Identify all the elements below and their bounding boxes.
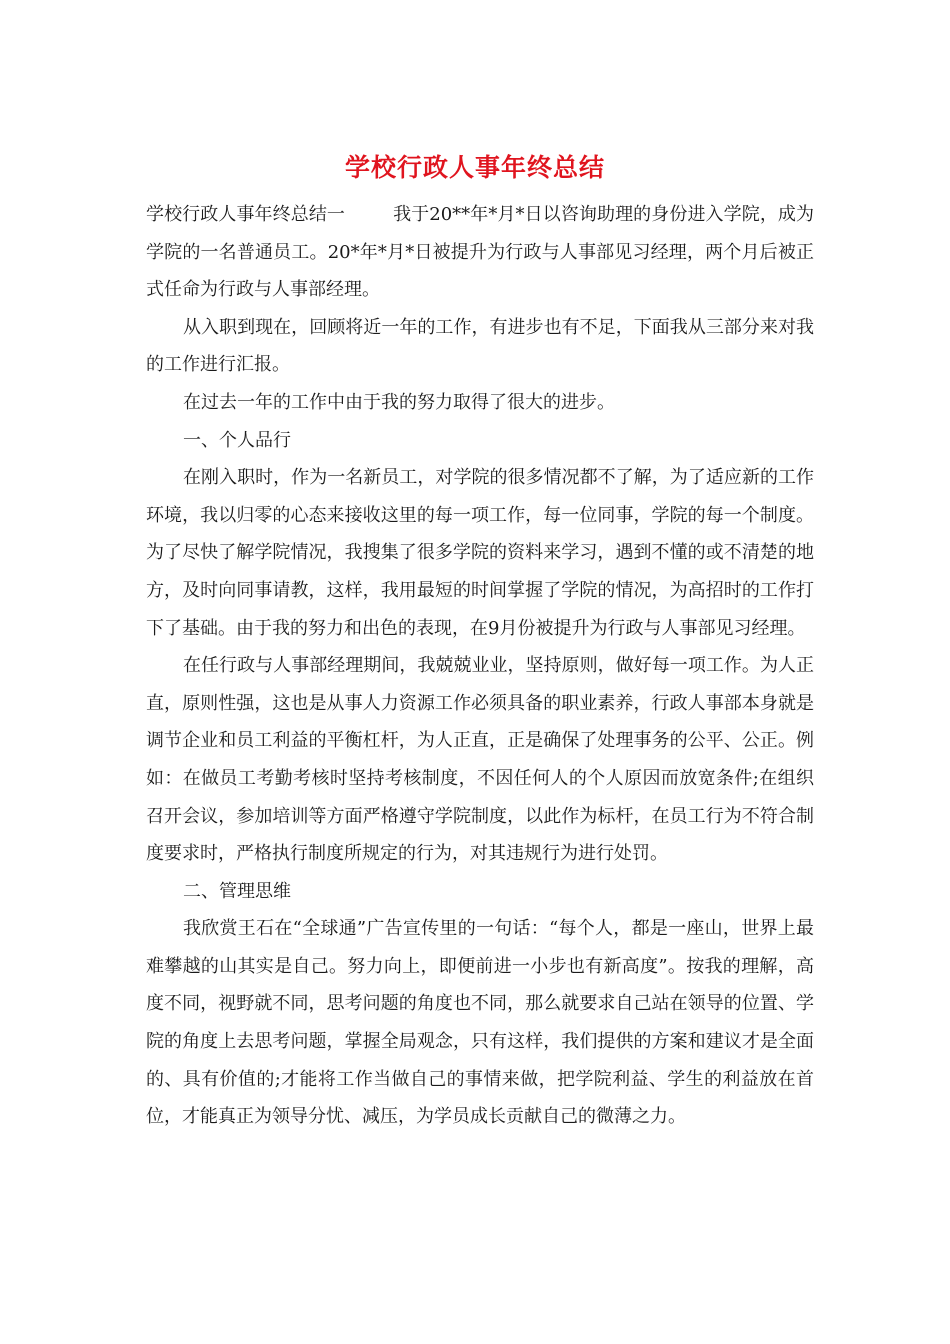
paragraph-text: 我于20**年*月*日以咨询助理的身份进入学院，成为学院的一名普通员工。20*年*月*日被提升为行政与人事部见习经理，两个月后被正式任命为行政与人事部经理。 xyxy=(146,204,814,301)
intro-label: 学校行政人事年终总结一 xyxy=(146,204,345,225)
paragraph: 在刚入职时，作为一名新员工，对学院的很多情况都不了解，为了适应新的工作环境，我以归零的心态来接收这里的每一项工作，每一位同事，学院的每一个制度。为了尽快了解学院情况，我搜集了很多学院的资料来学习，遇到不懂的或不清楚的地方，及时向同事请教，这样，我用最短的时间掌握了学院的情况，为高招时的工作打下了基础。由于我的努力和出色的表现，在9月份被提升为行政与人事部见习经理。 xyxy=(146,467,814,639)
paragraph-intro xyxy=(146,196,814,309)
paragraph: 在过去一年的工作中由于我的努力取得了很大的进步。 xyxy=(183,391,615,413)
section-heading-personal-conduct: 一、个人品行 xyxy=(183,429,291,451)
paragraph: 我欣赏王石在“全球通”广告宣传里的一句话：“每个人，都是一座山，世界上最难攀越的山其实是自己。努力向上，即便前进一小步也有新高度”。按我的理解，高度不同，视野就不同，思考问题的角度也不同，那么就要求自己站在领导的位置、学院的角度上去思考问题，掌握全局观念，只有这样，我们提供的方案和建议才是全面的、具有价值的;才能将工作当做自己的事情来做，把学院利益、学生的利益放在首位，才能真正为领导分忧、减压，为学员成长贡献自己的微薄之力。 xyxy=(146,918,814,1128)
document-body xyxy=(146,196,814,1136)
paragraph: 在任行政与人事部经理期间，我兢兢业业，坚持原则，做好每一项工作。为人正直，原则性强，这也是从事人力资源工作必须具备的职业素养，行政人事部本身就是调节企业和员工利益的平衡杠杆，为人正直，正是确保了处理事务的公平、公正。例如：在做员工考勤考核时坚持考核制度，不因任何人的个人原因而放宽条件;在组织召开会议，参加培训等方面严格遵守学院制度，以此作为标杆，在员工行为不符合制度要求时，严格执行制度所规定的行为，对其违规行为进行处罚。 xyxy=(146,655,814,865)
paragraph: 从入职到现在，回顾将近一年的工作，有进步也有不足，下面我从三部分来对我的工作进行汇报。 xyxy=(146,316,814,376)
section-heading-management-thinking: 二、管理思维 xyxy=(183,880,291,902)
document-title: 学校行政人事年终总结 xyxy=(344,153,605,182)
